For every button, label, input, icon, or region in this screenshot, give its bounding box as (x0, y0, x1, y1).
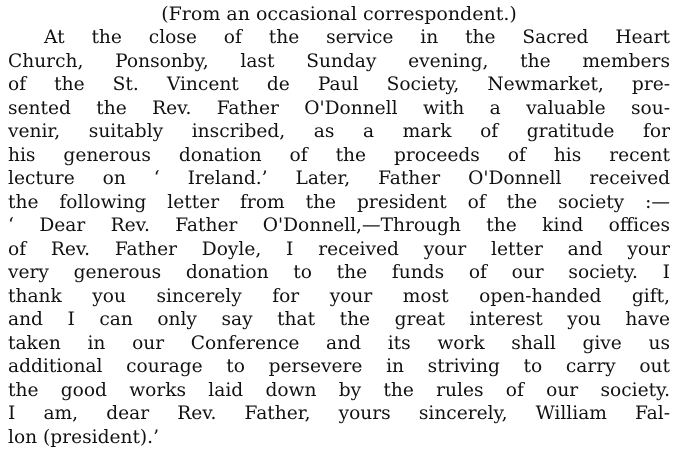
text-line: of the St. Vincent de Paul Society, Newmarket, pre- (8, 73, 670, 97)
text-line: taken in our Conference and its work shall give us (8, 332, 670, 356)
text-line: venir, suitably inscribed, as a mark of gratitude for (8, 120, 670, 144)
text-line: of Rev. Father Doyle, I received your letter and your (8, 238, 670, 262)
text-line: additional courage to persevere in striving to carry out (8, 355, 670, 379)
text-line: very generous donation to the funds of our society. I (8, 261, 670, 285)
news-article (8, 2, 670, 449)
text-line: I am, dear Rev. Father, yours sincerely, William Fal- (8, 402, 670, 426)
text-line: lon (president).’ (8, 426, 670, 449)
text-line: ‘ Dear Rev. Father O'Donnell,—Through the kind offices (8, 214, 670, 238)
text-line: the following letter from the president of the society :— (8, 191, 670, 215)
text-line: At the close of the service in the Sacred Heart (8, 26, 670, 50)
text-line: sented the Rev. Father O'Donnell with a valuable sou- (8, 97, 670, 121)
article-byline: (From an occasional correspondent.) (8, 2, 670, 26)
text-line: lecture on ‘ Ireland.’ Later, Father O'Donnell received (8, 167, 670, 191)
text-line: his generous donation of the proceeds of his recent (8, 144, 670, 168)
article-body (8, 26, 670, 449)
text-line: Church, Ponsonby, last Sunday evening, the members (8, 50, 670, 74)
text-line: the good works laid down by the rules of our society. (8, 379, 670, 403)
text-line: and I can only say that the great interest you have (8, 308, 670, 332)
text-line: thank you sincerely for your most open-handed gift, (8, 285, 670, 309)
